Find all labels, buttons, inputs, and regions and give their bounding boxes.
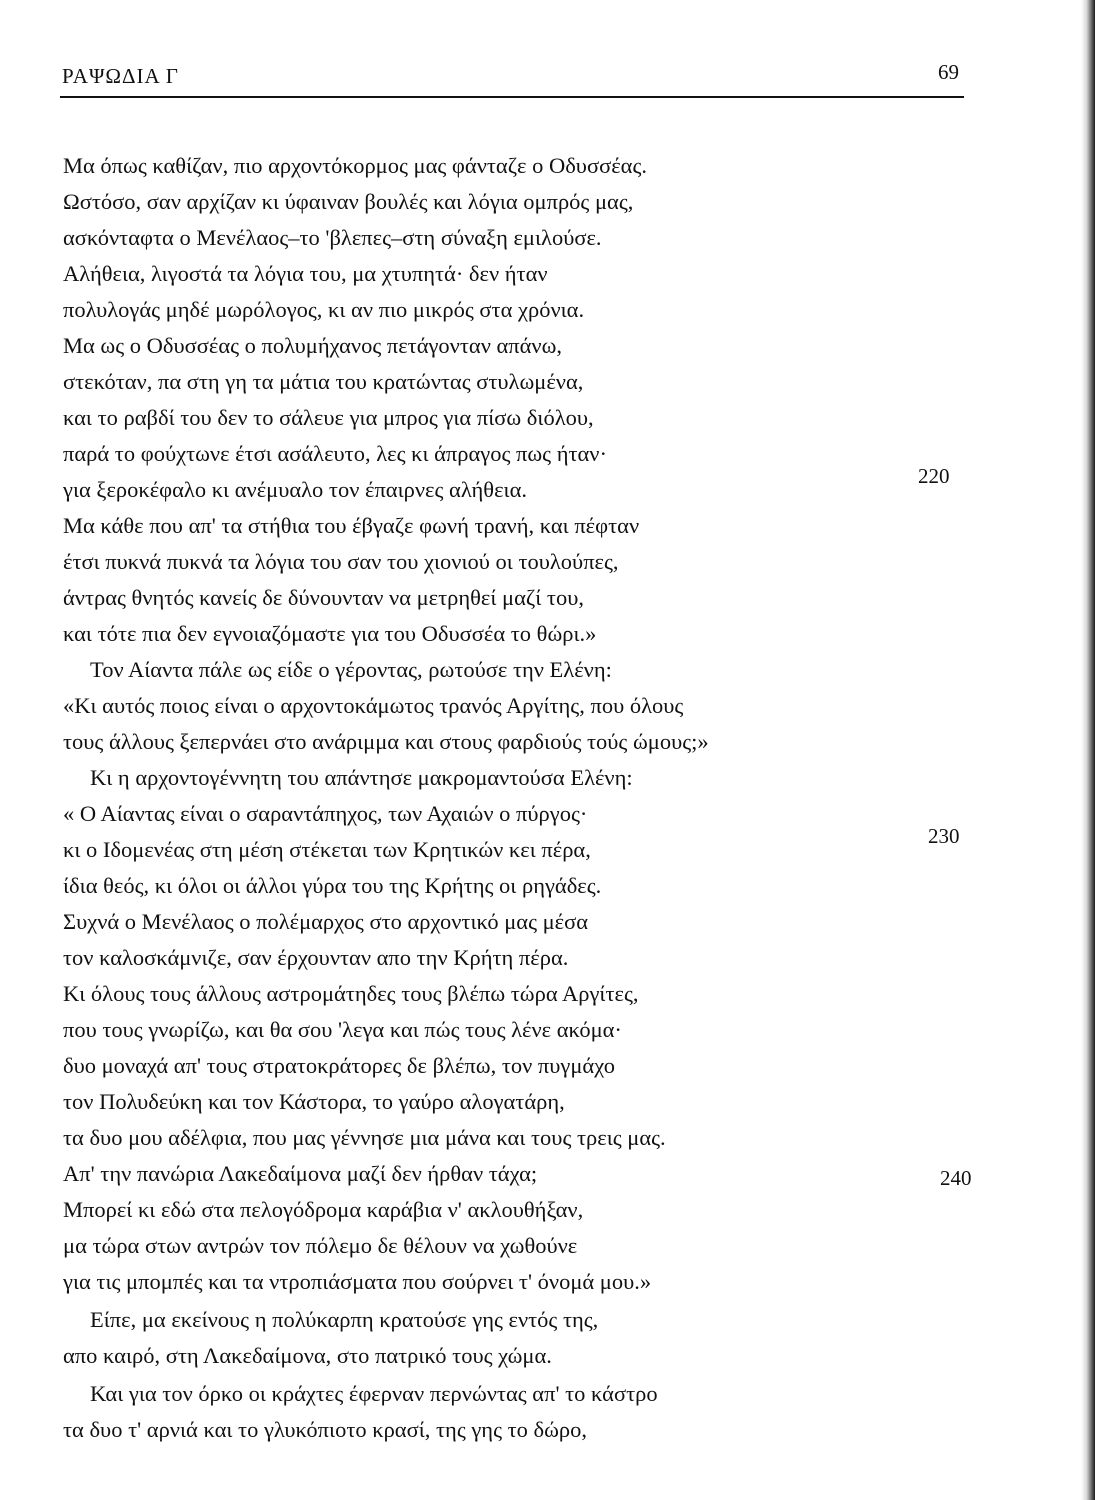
verse-line: ασκόνταφτα ο Μενέλαος–το 'βλεπες–στη σύναξη εμιλούσε.: [63, 225, 602, 250]
verse-line: δυο μοναχά απ' τους στρατοκράτορες δε βλέπω, τον πυγμάχο: [63, 1053, 615, 1078]
line-number-240: 240: [940, 1166, 972, 1190]
verse-line: απο καιρό, στη Λακεδαίμονα, στο πατρικό τους χώμα.: [63, 1343, 552, 1368]
verse-line: που τους γνωρίζω, και θα σου 'λεγα και πώς τους λένε ακόμα·: [63, 1017, 622, 1042]
verse-line: για τις μπομπές και τα ντροπιάσματα που σούρνει τ' όνομά μου.»: [63, 1269, 652, 1294]
verse-line: για ξεροκέφαλο κι ανέμυαλο τον έπαιρνες αλήθεια.: [63, 477, 527, 502]
verse-line: τον καλοσκάμνιζε, σαν έρχουνταν απο την Κρήτη πέρα.: [63, 945, 569, 970]
verse-line: Τον Αίαντα πάλε ως είδε ο γέροντας, ρωτούσε την Ελένη:: [90, 657, 612, 682]
verse-line: Συχνά ο Μενέλαος ο πολέμαρχος στο αρχοντικό μας μέσα: [63, 909, 589, 934]
verse-line: ίδια θεός, κι όλοι οι άλλοι γύρα του της Κρήτης οι ρηγάδες.: [63, 873, 602, 898]
verse-line: και το ραβδί του δεν το σάλευε για μπρος για πίσω διόλου,: [63, 405, 594, 430]
verse-line: Κι όλους τους άλλους αστρομάτηδες τους βλέπω τώρα Αργίτες,: [63, 981, 639, 1006]
running-head: ΡΑΨΩΔΙΑ Γ: [62, 64, 179, 88]
verse-line: « Ο Αίαντας είναι ο σαραντάπηχος, των Αχαιών ο πύργος·: [63, 801, 588, 826]
line-number-220: 220: [918, 464, 950, 488]
line-number-230: 230: [928, 824, 960, 848]
verse-line: και τότε πια δεν εγνοιαζόμαστε για του Οδυσσέα το θώρι.»: [63, 621, 597, 646]
verse-line: έτσι πυκνά πυκνά τα λόγια του σαν του χιονιού οι τουλούπες,: [63, 549, 619, 574]
verse-line: τον Πολυδεύκη και τον Κάστορα, το γαύρο αλογατάρη,: [63, 1089, 565, 1114]
verse-line: «Κι αυτός ποιος είναι ο αρχοντοκάμωτος τρανός Αργίτης, που όλους: [63, 693, 684, 718]
verse-line: τα δυο τ' αρνιά και το γλυκόπιοτο κρασί, της γης το δώρο,: [63, 1417, 588, 1442]
verse-line: Είπε, μα εκείνους η πολύκαρπη κρατούσε γης εντός της,: [90, 1307, 599, 1332]
verse-line: Αλήθεια, λιγοστά τα λόγια του, μα χτυπητά· δεν ήταν: [63, 261, 548, 286]
verse-line: Κι η αρχοντογέννητη του απάντησε μακρομαντούσα Ελένη:: [90, 765, 633, 790]
verse-line: τους άλλους ξεπερνάει στο ανάριμμα και στους φαρδιούς τούς ώμους;»: [63, 729, 709, 754]
verse-line: στεκόταν, πα στη γη τα μάτια του κρατώντας στυλωμένα,: [63, 369, 584, 394]
verse-line: Και για τον όρκο οι κράχτες έφερναν περνώντας απ' το κάστρο: [90, 1381, 658, 1406]
verse-line: Μα όπως καθίζαν, πιο αρχοντόκορμος μας φάνταζε ο Οδυσσέας.: [63, 153, 647, 178]
verse-line: πολυλογάς μηδέ μωρόλογος, κι αν πιο μικρός στα χρόνια.: [63, 297, 585, 322]
verse-line: άντρας θνητός κανείς δε δύνουνταν να μετρηθεί μαζί του,: [63, 585, 584, 610]
verse-line: Ωστόσο, σαν αρχίζαν κι ύφαιναν βουλές και λόγια ομπρός μας,: [63, 189, 634, 214]
verse-line: Μπορεί κι εδώ στα πελογόδρομα καράβια ν' ακλουθήξαν,: [63, 1197, 584, 1222]
verse-line: Απ' την πανώρια Λακεδαίμονα μαζί δεν ήρθαν τάχα;: [63, 1161, 538, 1186]
verse-line: παρά το φούχτωνε έτσι ασάλευτο, λες κι άπραγος πως ήταν·: [63, 441, 607, 466]
verse-line: μα τώρα στων αντρών τον πόλεμο δε θέλουν να χωθούνε: [63, 1233, 578, 1258]
verse-line: κι ο Ιδομενέας στη μέση στέκεται των Κρητικών κει πέρα,: [63, 837, 591, 862]
verse-line: τα δυο μου αδέλφια, που μας γέννησε μια μάνα και τους τρεις μας.: [63, 1125, 666, 1150]
verse-line: Μα κάθε που απ' τα στήθια του έβγαζε φωνή τρανή, και πέφταν: [63, 513, 640, 538]
verse-line: Μα ως ο Οδυσσέας ο πολυμήχανος πετάγονταν απάνω,: [63, 333, 563, 358]
page-number: 69: [938, 60, 959, 84]
